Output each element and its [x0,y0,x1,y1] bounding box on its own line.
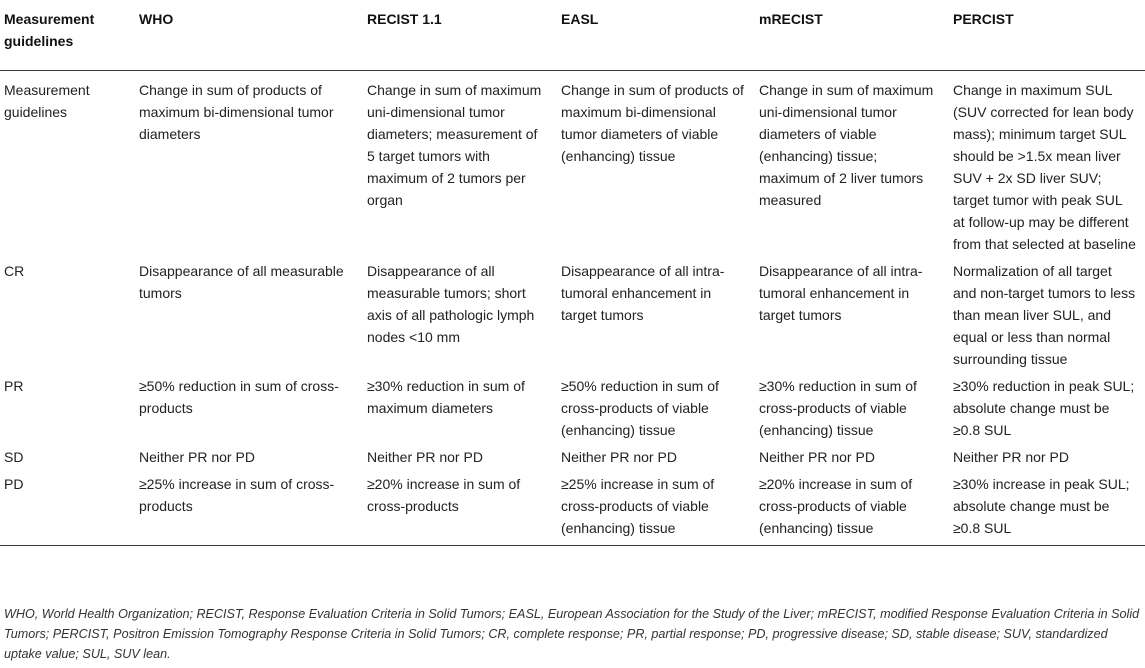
cell-percist: Change in maximum SUL (SUV corrected for lean body mass); minimum target SUL should be >1.5x mean liver SUV + 2x SD liver SUV; target tumor with peak SUL at follow-up may be different from that selected at baseline [953,81,1136,252]
header-row [0,0,1145,70]
cell-easl: Neither PR nor PD [561,448,677,465]
header-easl: EASL [557,0,755,70]
cell-easl: ≥25% increase in sum of cross-products of viable (enhancing) tissue [557,469,755,546]
cell-recist: Neither PR nor PD [367,448,483,465]
cell-easl: Change in sum of products of maximum bi-dimensional tumor diameters of viable (enhancing) tissue [561,81,744,164]
header-who: WHO [135,0,363,70]
cell-who: Neither PR nor PD [139,448,255,465]
cell-recist: ≥30% reduction in sum of maximum diameters [367,377,525,416]
cell-who: Disappearance of all measurable tumors [139,262,344,301]
table-row [0,469,1145,546]
cell-who: ≥50% reduction in sum of cross-products [139,377,339,416]
table-row [0,371,1145,442]
table-footnote: WHO, World Health Organization; RECIST, Response Evaluation Criteria in Solid Tumors; EASL, European Association for the Study of the Liver; mRECIST, modified Response Evaluation Criteria in Solid Tumors; PERCIST, Positron Emission Tomography Response Criteria in Solid Tumors; CR, complete response; PR, partial response; PD, progressive disease; SD, stable disease; SUV, standardized uptake value; SUL, SUV lean. [4,607,1140,661]
table-row [0,442,1145,469]
header-percist: PERCIST [949,0,1145,70]
row-label: PR [4,377,24,394]
row-label: Measurement guidelines [4,81,90,120]
table-row [0,256,1145,371]
cell-who: ≥25% increase in sum of cross-products [135,469,363,546]
row-label: SD [4,448,24,465]
cell-easl: Disappearance of all intra-tumoral enhancement in target tumors [561,262,725,323]
header-measurement-guidelines: Measurement guidelines [0,0,135,70]
header-mrecist: mRECIST [755,0,949,70]
cell-percist: Neither PR nor PD [953,448,1069,465]
row-label: PD [0,469,135,546]
cell-mrecist: ≥30% reduction in sum of cross-products of viable (enhancing) tissue [759,377,917,438]
cell-who: Change in sum of products of maximum bi-dimensional tumor diameters [139,81,334,142]
cell-mrecist: Change in sum of maximum uni-dimensional tumor diameters of viable (enhancing) tissue; maximum of 2 liver tumors measured [759,81,934,208]
table-header [0,0,1145,70]
cell-percist: ≥30% reduction in peak SUL; absolute change must be ≥0.8 SUL [953,377,1135,438]
cell-recist: ≥20% increase in sum of cross-products [363,469,557,546]
cell-recist: Disappearance of all measurable tumors; short axis of all pathologic lymph nodes <10 mm [367,262,535,345]
cell-mrecist: ≥20% increase in sum of cross-products of viable (enhancing) tissue [755,469,949,546]
cell-mrecist: Disappearance of all intra-tumoral enhancement in target tumors [759,262,923,323]
row-label: CR [4,262,25,279]
table-row [0,70,1145,256]
cell-easl: ≥50% reduction in sum of cross-products of viable (enhancing) tissue [561,377,719,438]
cell-recist: Change in sum of maximum uni-dimensional tumor diameters; measurement of 5 target tumors with maximum of 2 tumors per organ [367,81,542,208]
header-recist: RECIST 1.1 [363,0,557,70]
cell-mrecist: Neither PR nor PD [759,448,875,465]
cell-percist: Normalization of all target and non-target tumors to less than mean liver SUL, and equal or less than normal surrounding tissue [953,262,1136,367]
cell-percist: ≥30% increase in peak SUL; absolute change must be ≥0.8 SUL [949,469,1145,546]
table-body [0,70,1145,545]
